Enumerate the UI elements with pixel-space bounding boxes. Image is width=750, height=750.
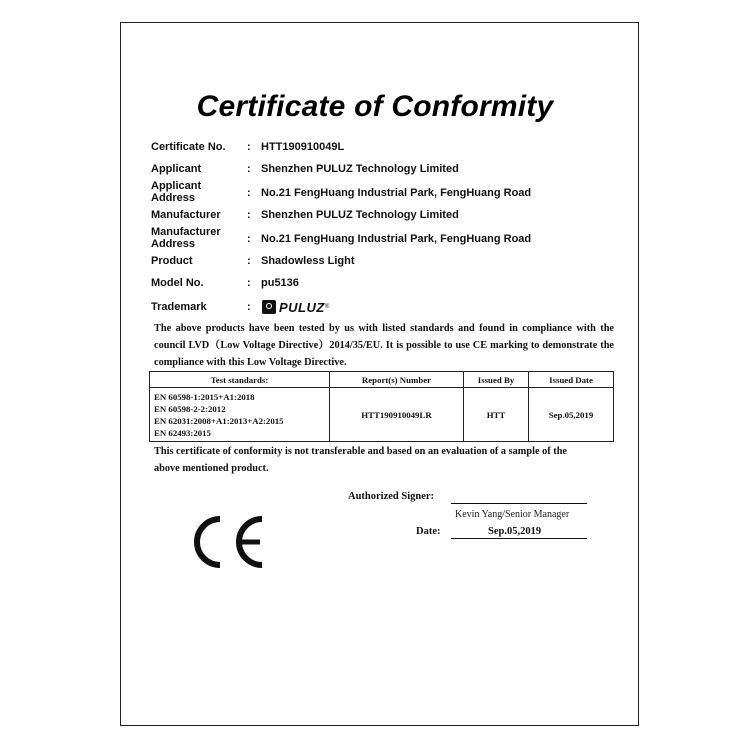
date-value: Sep.05,2019 (488, 526, 542, 537)
standard-item: EN 62493:2015 (154, 427, 211, 438)
standards-cell (150, 388, 330, 442)
standard-item: EN 60598-1:2015+A1:2018 (154, 391, 255, 402)
report-number-cell: HTT190910049LR (330, 388, 464, 442)
standard-item: EN 60598-2-2:2012 (154, 403, 226, 414)
test-standards-table (149, 371, 614, 442)
table-header-test-standards: Test standards: (150, 372, 330, 388)
certificate-title: Certificate of Conformity (196, 90, 554, 123)
field-label-model-no: Model No. (151, 277, 204, 289)
field-label-applicant-address: Applicant Address (151, 180, 202, 204)
field-label-certificate-no: Certificate No. (151, 141, 226, 153)
compliance-paragraph: The above products have been tested by us with listed standards and found in compliance with the council LVD（Low Voltage Directive）2014/35/EU. It is possible to use CE marking to demonstrate the compliance with this Low Voltage Directive. (154, 323, 614, 368)
field-label-product: Product (151, 255, 193, 267)
date-line (451, 538, 587, 539)
ce-mark-icon (184, 513, 268, 571)
field-label-manufacturer-address: Manufacturer Address (151, 226, 221, 250)
field-colon: : (247, 141, 251, 153)
issued-date-cell: Sep.05,2019 (529, 388, 614, 442)
trademark-logo-text: PULUZ (279, 299, 325, 315)
registered-mark: ® (324, 304, 330, 310)
table-header-row (150, 372, 614, 388)
field-colon: : (247, 277, 251, 289)
field-colon: : (247, 209, 251, 221)
field-colon: : (247, 233, 251, 245)
field-label-trademark: Trademark (151, 301, 207, 313)
field-colon: : (247, 301, 251, 313)
field-value-product: Shadowless Light (261, 255, 355, 267)
table-row (150, 388, 614, 442)
signature-line (451, 503, 587, 504)
field-value-certificate-no: HTT190910049L (261, 141, 345, 153)
field-label-applicant: Applicant (151, 163, 202, 175)
issued-by-cell: HTT (464, 388, 529, 442)
signer-name: Kevin Yang/Senior Manager (455, 509, 570, 520)
field-value-model-no: pu5136 (261, 277, 299, 289)
field-value-applicant: Shenzhen PULUZ Technology Limited (261, 163, 459, 175)
transfer-note: This certificate of conformity is not transferable and based on an evaluation of a sample of the above mentioned product. (154, 446, 567, 474)
table-header-report-number: Report(s) Number (330, 372, 464, 388)
field-value-manufacturer-address: No.21 FengHuang Industrial Park, FengHuang Road (261, 233, 532, 245)
authorized-signer-label: Authorized Signer: (348, 491, 435, 502)
field-value-applicant-address: No.21 FengHuang Industrial Park, FengHuang Road (261, 187, 532, 199)
puluz-logo-icon (262, 300, 276, 314)
date-label: Date: (416, 526, 441, 537)
field-label-manufacturer: Manufacturer (151, 209, 221, 221)
table-header-issued-by: Issued By (464, 372, 529, 388)
field-colon: : (247, 163, 251, 175)
field-value-manufacturer: Shenzhen PULUZ Technology Limited (261, 209, 459, 221)
field-colon: : (247, 255, 251, 267)
table-header-issued-date: Issued Date (529, 372, 614, 388)
trademark-logo (262, 299, 329, 315)
standard-item: EN 62031:2008+A1:2013+A2:2015 (154, 415, 284, 426)
ce-c-shape (197, 519, 220, 565)
field-colon: : (247, 187, 251, 199)
